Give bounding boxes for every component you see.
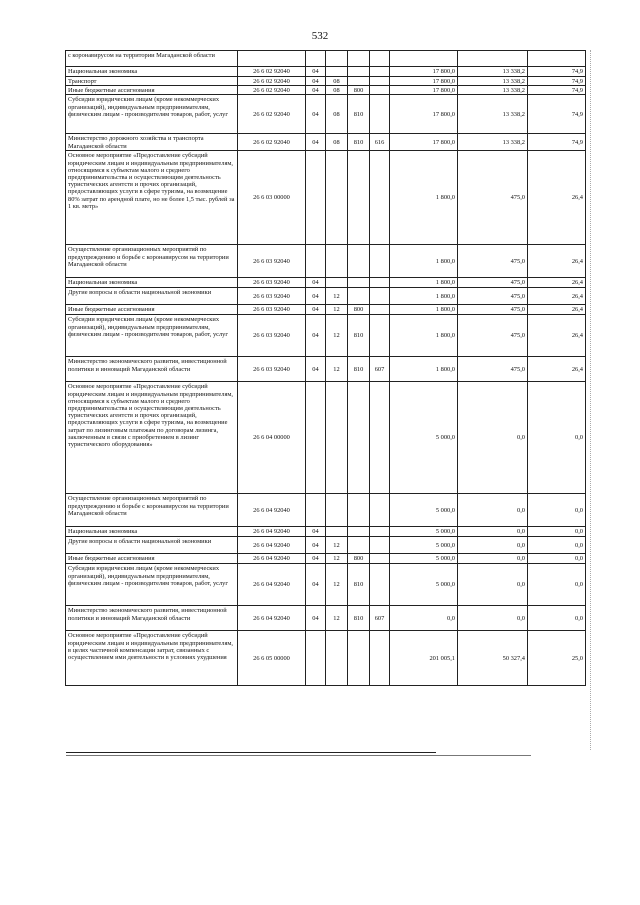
row-name-cell: Министерство экономического развития, инвестиционной политики и инноваций Магаданской области — [66, 606, 238, 631]
row-admin-code-cell: 607 — [370, 357, 390, 382]
row-admin-code-cell — [370, 151, 390, 245]
row-plan-cell: 17 800,0 — [390, 67, 458, 77]
row-fact-cell: 0,0 — [458, 494, 528, 527]
row-name-cell: Основное мероприятие «Предоставление субсидий юридическим лицам и индивидуальным предпринимателям, в целях частичной компенсации затрат, связанных с осуществлением ими деятельности в условиях ухудшения — [66, 631, 238, 686]
row-expense-type-cell: 810 — [348, 315, 370, 357]
footer-rule-secondary — [66, 755, 531, 756]
table-row — [66, 606, 586, 631]
row-subsection-cell — [326, 527, 348, 537]
row-percent-cell: 26,4 — [528, 151, 586, 245]
row-expense-type-cell: 810 — [348, 564, 370, 606]
row-fact-cell: 0,0 — [458, 527, 528, 537]
table-row — [66, 95, 586, 134]
row-section-cell: 04 — [306, 315, 326, 357]
row-name-cell: Основное мероприятие «Предоставление субсидий юридическим лицам и индивидуальным предпринимателям, относящимся к субъектам малого и среднего предпринимательства и осуществляющим деятельность туристических агентств и прочих организаций, предоставляющих услуги в сфере туризма, на возмещение затрат по лизинговым платежам по договорам лизинга, заключенным в связи с приобретением в лизинг туристического оборудования» — [66, 382, 238, 494]
row-section-cell: 04 — [306, 606, 326, 631]
row-percent-cell: 25,0 — [528, 631, 586, 686]
table-row — [66, 537, 586, 554]
row-subsection-cell: 12 — [326, 357, 348, 382]
row-subsection-cell: 12 — [326, 305, 348, 315]
row-plan-cell: 1 800,0 — [390, 278, 458, 288]
row-plan-cell: 17 800,0 — [390, 134, 458, 151]
table-row — [66, 288, 586, 305]
row-subsection-cell — [326, 278, 348, 288]
row-csr-cell: 26 6 04 92040 — [238, 564, 306, 606]
row-subsection-cell — [326, 245, 348, 278]
table-row — [66, 315, 586, 357]
row-plan-cell: 201 005,1 — [390, 631, 458, 686]
row-expense-type-cell: 810 — [348, 95, 370, 134]
row-name-cell: Министерство дорожного хозяйства и транспорта Магаданской области — [66, 134, 238, 151]
row-admin-code-cell — [370, 245, 390, 278]
row-plan-cell: 17 800,0 — [390, 95, 458, 134]
row-expense-type-cell: 810 — [348, 606, 370, 631]
row-expense-type-cell — [348, 382, 370, 494]
row-subsection-cell — [326, 51, 348, 67]
row-expense-type-cell — [348, 631, 370, 686]
row-expense-type-cell: 800 — [348, 86, 370, 95]
row-expense-type-cell — [348, 494, 370, 527]
row-name-cell: Другие вопросы в области национальной экономики — [66, 537, 238, 554]
table-row — [66, 564, 586, 606]
row-admin-code-cell — [370, 95, 390, 134]
row-expense-type-cell: 800 — [348, 554, 370, 564]
row-percent-cell: 74,9 — [528, 95, 586, 134]
row-percent-cell: 74,9 — [528, 86, 586, 95]
table-row — [66, 494, 586, 527]
row-section-cell: 04 — [306, 86, 326, 95]
row-csr-cell: 26 6 03 00000 — [238, 151, 306, 245]
row-section-cell: 04 — [306, 288, 326, 305]
row-plan-cell: 5 000,0 — [390, 494, 458, 527]
row-percent-cell: 26,4 — [528, 278, 586, 288]
table-row — [66, 67, 586, 77]
row-csr-cell: 26 6 02 92040 — [238, 134, 306, 151]
row-fact-cell: 0,0 — [458, 606, 528, 631]
row-percent-cell: 74,9 — [528, 77, 586, 86]
row-percent-cell: 0,0 — [528, 606, 586, 631]
row-plan-cell: 5 000,0 — [390, 527, 458, 537]
row-expense-type-cell: 800 — [348, 305, 370, 315]
row-csr-cell: 26 6 02 92040 — [238, 86, 306, 95]
row-fact-cell: 50 327,4 — [458, 631, 528, 686]
row-expense-type-cell: 810 — [348, 134, 370, 151]
row-percent-cell: 0,0 — [528, 564, 586, 606]
row-expense-type-cell — [348, 51, 370, 67]
row-section-cell — [306, 382, 326, 494]
budget-table-wrap — [65, 50, 585, 686]
row-plan-cell: 5 000,0 — [390, 554, 458, 564]
row-section-cell: 04 — [306, 527, 326, 537]
table-row — [66, 77, 586, 86]
row-fact-cell: 0,0 — [458, 564, 528, 606]
table-row — [66, 382, 586, 494]
table-row — [66, 134, 586, 151]
row-subsection-cell — [326, 382, 348, 494]
row-section-cell — [306, 494, 326, 527]
row-fact-cell: 0,0 — [458, 382, 528, 494]
row-fact-cell — [458, 51, 528, 67]
row-fact-cell: 13 338,2 — [458, 67, 528, 77]
row-subsection-cell: 12 — [326, 606, 348, 631]
table-row — [66, 305, 586, 315]
row-section-cell: 04 — [306, 77, 326, 86]
row-name-cell: Иные бюджетные ассигнования — [66, 554, 238, 564]
row-expense-type-cell — [348, 67, 370, 77]
row-fact-cell: 0,0 — [458, 537, 528, 554]
row-section-cell: 04 — [306, 134, 326, 151]
row-plan-cell: 1 800,0 — [390, 315, 458, 357]
row-section-cell: 04 — [306, 305, 326, 315]
row-csr-cell: 26 6 05 00000 — [238, 631, 306, 686]
row-subsection-cell — [326, 631, 348, 686]
row-csr-cell: 26 6 04 92040 — [238, 554, 306, 564]
row-csr-cell: 26 6 04 00000 — [238, 382, 306, 494]
row-admin-code-cell — [370, 288, 390, 305]
budget-table — [65, 50, 586, 686]
row-fact-cell: 475,0 — [458, 278, 528, 288]
row-section-cell: 04 — [306, 554, 326, 564]
row-expense-type-cell — [348, 278, 370, 288]
row-csr-cell: 26 6 04 92040 — [238, 494, 306, 527]
row-subsection-cell — [326, 151, 348, 245]
row-admin-code-cell — [370, 527, 390, 537]
row-section-cell — [306, 245, 326, 278]
row-percent-cell: 0,0 — [528, 554, 586, 564]
row-expense-type-cell — [348, 151, 370, 245]
row-admin-code-cell — [370, 86, 390, 95]
row-expense-type-cell — [348, 537, 370, 554]
row-fact-cell: 475,0 — [458, 151, 528, 245]
row-name-cell: Осуществление организационных мероприятий по предупреждению и борьбе с коронавирусом на территории Магаданской области — [66, 494, 238, 527]
row-csr-cell: 26 6 04 92040 — [238, 527, 306, 537]
row-plan-cell: 17 800,0 — [390, 86, 458, 95]
row-fact-cell: 13 338,2 — [458, 134, 528, 151]
row-csr-cell: 26 6 02 92040 — [238, 67, 306, 77]
row-admin-code-cell — [370, 315, 390, 357]
row-percent-cell: 74,9 — [528, 134, 586, 151]
row-admin-code-cell — [370, 51, 390, 67]
table-row — [66, 357, 586, 382]
row-plan-cell: 17 800,0 — [390, 77, 458, 86]
row-subsection-cell — [326, 67, 348, 77]
row-expense-type-cell — [348, 77, 370, 86]
row-expense-type-cell — [348, 245, 370, 278]
row-admin-code-cell — [370, 305, 390, 315]
row-admin-code-cell — [370, 537, 390, 554]
table-row — [66, 554, 586, 564]
row-subsection-cell: 08 — [326, 86, 348, 95]
row-subsection-cell: 12 — [326, 554, 348, 564]
row-fact-cell: 13 338,2 — [458, 77, 528, 86]
row-name-cell: Иные бюджетные ассигнования — [66, 86, 238, 95]
row-admin-code-cell — [370, 278, 390, 288]
row-subsection-cell: 12 — [326, 537, 348, 554]
row-csr-cell: 26 6 03 92040 — [238, 315, 306, 357]
row-section-cell: 04 — [306, 95, 326, 134]
row-csr-cell: 26 6 04 92040 — [238, 537, 306, 554]
row-percent-cell: 26,4 — [528, 245, 586, 278]
row-fact-cell: 13 338,2 — [458, 86, 528, 95]
row-plan-cell: 1 800,0 — [390, 357, 458, 382]
row-fact-cell: 13 338,2 — [458, 95, 528, 134]
row-name-cell: Основное мероприятие «Предоставление субсидий юридическим лицам и индивидуальным предпринимателям, относящимся к субъектам малого и среднего предпринимательства и осуществляющим деятельность туристических агентств и прочих организаций, предоставляющих услуги в сфере туризма, на возмещение 80% затрат по арендной плате, но не более 1,5 тыс. рублей за 1 кв. метр» — [66, 151, 238, 245]
row-admin-code-cell — [370, 564, 390, 606]
row-csr-cell: 26 6 03 92040 — [238, 305, 306, 315]
row-section-cell: 04 — [306, 357, 326, 382]
row-plan-cell: 1 800,0 — [390, 288, 458, 305]
row-percent-cell: 26,4 — [528, 315, 586, 357]
budget-table-body — [66, 51, 586, 686]
row-section-cell: 04 — [306, 278, 326, 288]
footer-rule — [66, 752, 436, 753]
row-name-cell: Субсидии юридическим лицам (кроме некоммерческих организаций), индивидуальным предпринимателям, физическим лицам - производителям товаров, работ, услуг — [66, 315, 238, 357]
row-section-cell — [306, 151, 326, 245]
row-expense-type-cell — [348, 288, 370, 305]
row-section-cell — [306, 631, 326, 686]
row-percent-cell: 0,0 — [528, 494, 586, 527]
row-percent-cell — [528, 51, 586, 67]
row-admin-code-cell — [370, 77, 390, 86]
row-percent-cell: 0,0 — [528, 527, 586, 537]
row-percent-cell: 26,4 — [528, 357, 586, 382]
row-percent-cell: 26,4 — [528, 288, 586, 305]
row-name-cell: с коронавирусом на территории Магаданской области — [66, 51, 238, 67]
row-name-cell: Министерство экономического развития, инвестиционной политики и инноваций Магаданской области — [66, 357, 238, 382]
row-plan-cell: 1 800,0 — [390, 151, 458, 245]
row-expense-type-cell — [348, 527, 370, 537]
row-section-cell: 04 — [306, 67, 326, 77]
row-plan-cell — [390, 51, 458, 67]
row-name-cell: Иные бюджетные ассигнования — [66, 305, 238, 315]
row-csr-cell: 26 6 02 92040 — [238, 77, 306, 86]
row-name-cell: Национальная экономика — [66, 67, 238, 77]
row-subsection-cell: 08 — [326, 95, 348, 134]
row-percent-cell: 26,4 — [528, 305, 586, 315]
row-name-cell: Осуществление организационных мероприятий по предупреждению и борьбе с коронавирусом на территории Магаданской области — [66, 245, 238, 278]
row-plan-cell: 0,0 — [390, 606, 458, 631]
row-admin-code-cell — [370, 554, 390, 564]
margin-dotted-line — [590, 50, 591, 750]
row-subsection-cell: 12 — [326, 564, 348, 606]
row-csr-cell: 26 6 03 92040 — [238, 288, 306, 305]
row-name-cell: Транспорт — [66, 77, 238, 86]
row-fact-cell: 475,0 — [458, 245, 528, 278]
row-admin-code-cell: 616 — [370, 134, 390, 151]
table-row — [66, 51, 586, 67]
row-plan-cell: 5 000,0 — [390, 382, 458, 494]
row-admin-code-cell — [370, 631, 390, 686]
row-plan-cell: 1 800,0 — [390, 245, 458, 278]
row-fact-cell: 475,0 — [458, 357, 528, 382]
row-name-cell: Национальная экономика — [66, 527, 238, 537]
row-section-cell — [306, 51, 326, 67]
row-csr-cell: 26 6 03 92040 — [238, 245, 306, 278]
table-row — [66, 151, 586, 245]
row-name-cell: Другие вопросы в области национальной экономики — [66, 288, 238, 305]
row-expense-type-cell: 810 — [348, 357, 370, 382]
row-subsection-cell: 08 — [326, 134, 348, 151]
row-csr-cell: 26 6 02 92040 — [238, 95, 306, 134]
row-subsection-cell: 12 — [326, 315, 348, 357]
row-fact-cell: 0,0 — [458, 554, 528, 564]
row-subsection-cell: 12 — [326, 288, 348, 305]
row-admin-code-cell — [370, 382, 390, 494]
row-subsection-cell — [326, 494, 348, 527]
row-section-cell: 04 — [306, 564, 326, 606]
row-percent-cell: 74,9 — [528, 67, 586, 77]
row-name-cell: Субсидии юридическим лицам (кроме некоммерческих организаций), индивидуальным предпринимателям, физическим лицам - производителям товаров, работ, услуг — [66, 564, 238, 606]
row-name-cell: Национальная экономика — [66, 278, 238, 288]
row-csr-cell: 26 6 03 92040 — [238, 278, 306, 288]
row-percent-cell: 0,0 — [528, 382, 586, 494]
row-plan-cell: 5 000,0 — [390, 564, 458, 606]
row-fact-cell: 475,0 — [458, 315, 528, 357]
row-csr-cell: 26 6 04 92040 — [238, 606, 306, 631]
page-number: 532 — [311, 30, 329, 42]
table-row — [66, 86, 586, 95]
row-admin-code-cell: 607 — [370, 606, 390, 631]
table-row — [66, 245, 586, 278]
row-fact-cell: 475,0 — [458, 305, 528, 315]
table-row — [66, 631, 586, 686]
row-fact-cell: 475,0 — [458, 288, 528, 305]
row-csr-cell — [238, 51, 306, 67]
row-name-cell: Субсидии юридическим лицам (кроме некоммерческих организаций), индивидуальным предпринимателям, физическим лицам - производителям товаров, работ, услуг — [66, 95, 238, 134]
row-admin-code-cell — [370, 67, 390, 77]
row-plan-cell: 5 000,0 — [390, 537, 458, 554]
table-row — [66, 527, 586, 537]
row-subsection-cell: 08 — [326, 77, 348, 86]
row-plan-cell: 1 800,0 — [390, 305, 458, 315]
row-percent-cell: 0,0 — [528, 537, 586, 554]
row-section-cell: 04 — [306, 537, 326, 554]
row-csr-cell: 26 6 03 92040 — [238, 357, 306, 382]
table-row — [66, 278, 586, 288]
row-admin-code-cell — [370, 494, 390, 527]
